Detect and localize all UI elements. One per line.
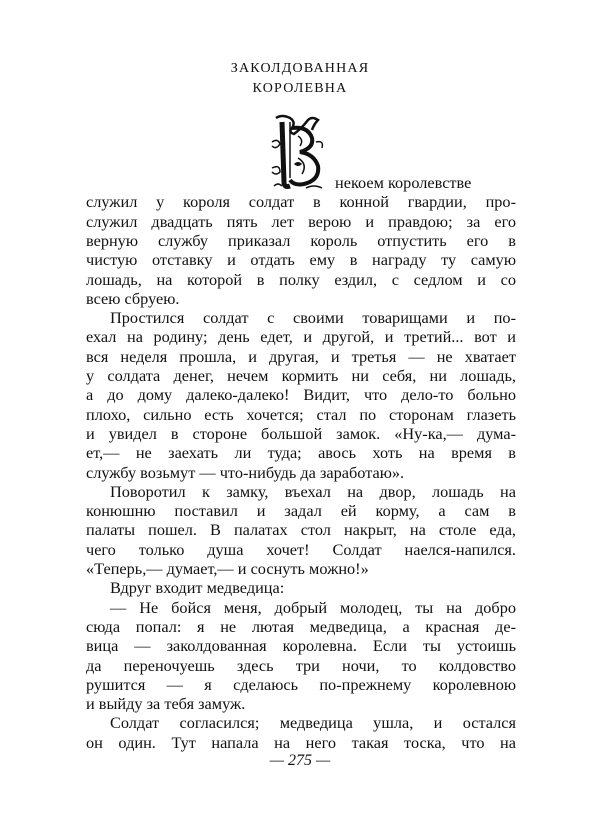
text-line: у солдата денег, нечем кормить ни себя, ни лошадь, <box>86 366 516 385</box>
text-line: верную службу приказал король отпустить его в <box>86 230 516 250</box>
text-line: Поворотил к замку, въехал на двор, лошадь на <box>110 481 516 501</box>
text-line: всею сбруею. <box>86 288 180 308</box>
ornamental-drop-cap-v <box>268 112 328 192</box>
text-line: он один. Тут напала на него такая тоска, что на <box>86 732 516 752</box>
text-line: служил у короля солдат в конной гвардии, про- <box>86 192 516 212</box>
text-line: плохо, сильно есть хочется; стал по сторонам глазеть <box>86 404 516 424</box>
text-line: лошадь, на которой в полку ездил, с седлом и со <box>86 269 516 289</box>
text-line: ехал на родину; день едет, и другой, и третий... вот и <box>86 327 516 347</box>
text-line: да переночуешь здесь три ночи, то колдовство <box>86 655 516 675</box>
text-line: некоем королевстве <box>335 173 472 192</box>
text-line: конюшню поставил и задал ей корму, а сам в <box>86 501 516 521</box>
text-line: Солдат согласился; медведица ушла, и остался <box>110 713 516 733</box>
text-line: ет,— не заехать ли туда; авось хоть на время в <box>86 443 516 463</box>
text-line: палаты пошел. В палатах стол накрыт, на столе еда, <box>86 520 516 540</box>
text-line: чего только душа хочет! Солдат наелся-напился. <box>86 539 516 559</box>
text-line: службу возьмут — что-нибудь да заработаю». <box>86 462 405 482</box>
text-line: «Теперь,— думает,— и соснуть можно!» <box>86 559 369 578</box>
text-line: и выйду за тебя замуж. <box>86 694 246 714</box>
text-line: Вдруг входит медведица: <box>110 578 285 598</box>
text-line: — Не бойся меня, добрый молодец, ты на добро <box>110 597 516 617</box>
story-title-line-1: ЗАКОЛДОВАННАЯ <box>230 61 370 76</box>
text-line: сюда попал: я не лютая медведица, а красная де- <box>86 616 516 636</box>
text-line: и увидел в стороне большой замок. «Ну-ка,— дума- <box>86 423 516 443</box>
text-line: Простился солдат с своими товарищами и по- <box>110 308 516 328</box>
story-title-line-2: КОРОЛЕВНА <box>252 81 348 96</box>
text-line: вица — заколдованная королевна. Если ты устоишь <box>86 636 516 656</box>
text-line: чистую отставку и отдать ему в награду ту самую <box>86 250 516 270</box>
text-line: вся неделя прошла, и другая, и третья — не хватает <box>86 346 516 366</box>
page-number: — 275 — <box>269 752 331 769</box>
text-line: а до дому далеко-далеко! Видит, что дело-то больно <box>86 385 516 405</box>
text-line: служил двадцать пять лет верою и правдою; за его <box>86 211 516 231</box>
text-line: рушится — я сделаюсь по-прежнему королевною <box>86 674 516 694</box>
